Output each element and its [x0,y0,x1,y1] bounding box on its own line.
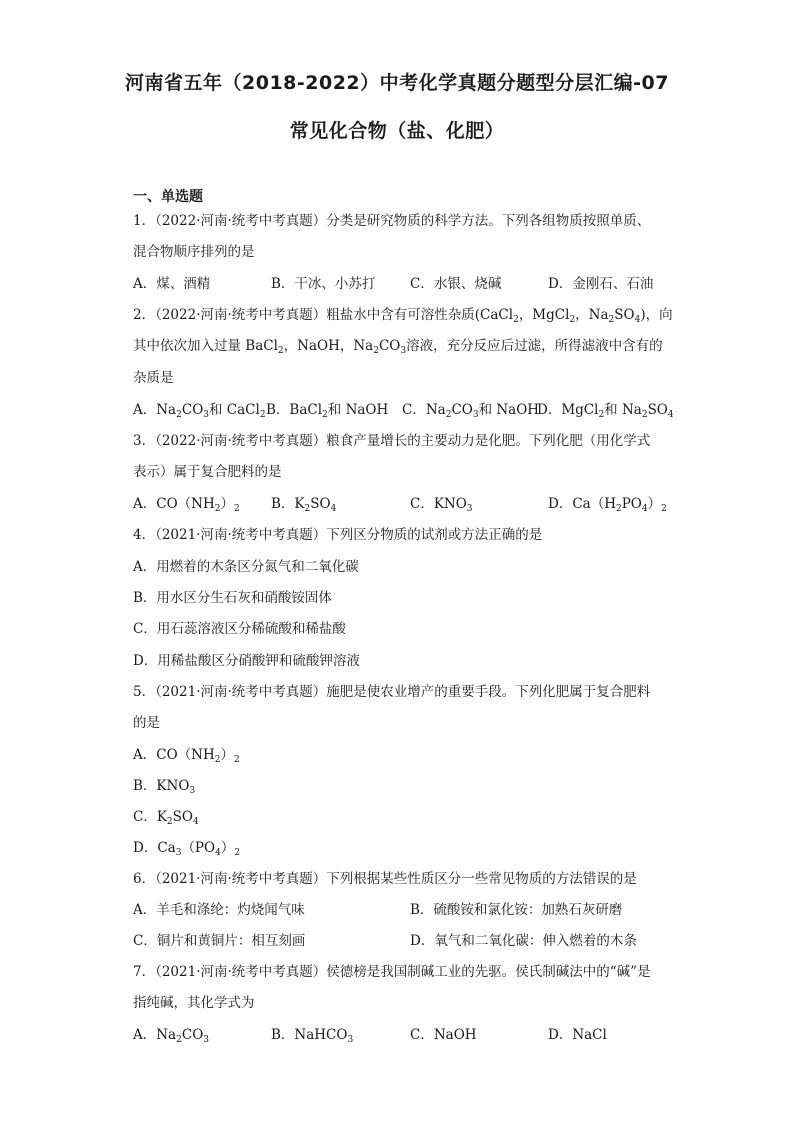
q4-option-c: C．用石蕊溶液区分稀硫酸和稀盐酸 [133,621,346,637]
q3-option-d: D．$Ca(H_2PO_4)_2$ [548,496,667,514]
q3-option-b: B．$K_2SO_4$ [271,496,337,514]
q1-option-b: B．干冰、小苏打 [271,276,376,292]
q3-option-c: C．$KNO_3$ [410,496,473,514]
q2-option-b: B．BaCl$_2$和 NaOH [266,402,389,420]
q5-option-a: A．$CO(NH_2)_2$ [133,747,240,765]
q5-option-b: B．$KNO_3$ [133,778,196,796]
q6-option-b: B．硫酸铵和氯化铵：加熟石灰研磨 [410,902,623,918]
q1-option-c: C．水银、烧碱 [410,276,502,292]
q7-option-b: B．NaHCO$_3$ [271,1027,354,1045]
q5-option-c: C．$K_2SO_4$ [133,809,199,827]
q2-option-a: A．$Na_2CO_3$和 CaCl$_2$ [133,402,266,420]
q4-option-d: D．用稀盐酸区分硝酸钾和硫酸钾溶液 [133,653,360,669]
q3-option-a: A．$CO(NH_2)_2$ [133,496,240,514]
q7-option-a: A．$Na_2CO_3$ [133,1027,209,1045]
q7-stem-line2: 指纯碱，其化学式为 [133,995,255,1011]
q5-stem-line2: 的是 [133,715,160,731]
q4-option-a: A．用燃着的木条区分氮气和二氧化碳 [133,559,359,575]
q5-option-d: D．$Ca_3(PO_4)_2$ [133,840,241,858]
q7-option-c: C．NaOH [410,1027,477,1043]
q6-option-d: D．氧气和二氧化碳：伸入燃着的木条 [410,933,637,949]
q2-option-d: D．MgCl$_2$和 $Na_2SO_4$ [537,402,674,420]
document-title-line1: 河南省五年（2018-2022）中考化学真题分题型分层汇编-07 [125,72,669,94]
q1-option-d: D．金刚石、石油 [548,276,654,292]
q2-option-c: C．$Na_2CO_3$和 NaOH [402,402,540,420]
document-title-line2: 常见化合物（盐、化肥） [289,120,505,142]
section-heading: 一、单选题 [133,189,203,205]
q2-stem-line1: 2．（2022·河南·统考中考真题）粗盐水中含有可溶性杂质(CaCl$_2$，MgCl$_2$，$Na_2SO_4$)，向 [133,307,673,325]
q1-stem-line1: 1．（2022·河南·统考中考真题）分类是研究物质的科学方法。下列各组物质按照单质、 [133,213,651,229]
q4-option-b: B．用水区分生石灰和硝酸铵固体 [133,590,332,606]
q2-stem-line2: 其中依次加入过量 BaCl$_2$，NaOH，$Na_2CO_3$溶液，充分反应后过滤，所得滤液中含有的 [133,338,663,356]
q3-stem-line1: 3．（2022·河南·统考中考真题）粮食产量增长的主要动力是化肥。下列化肥（用化学式 [133,433,651,449]
q7-option-d: D．NaCl [548,1027,607,1043]
q6-stem-line1: 6．（2021·河南·统考中考真题）下列根据某些性质区分一些常见物质的方法错误的是 [133,871,637,887]
q4-stem-line1: 4．（2021·河南·统考中考真题）下列区分物质的试剂或方法正确的是 [133,527,543,543]
q2-stem-line3: 杂质是 [133,370,174,386]
q6-option-c: C．铜片和黄铜片：相互刻画 [133,933,306,949]
q1-option-a: A．煤、酒精 [133,276,211,292]
q7-stem-line1: 7．（2021·河南·统考中考真题）侯德榜是我国制碱工业的先驱。侯氏制碱法中的“碱”是 [133,964,651,980]
q3-stem-line2: 表示）属于复合肥料的是 [133,464,282,480]
q5-stem-line1: 5．（2021·河南·统考中考真题）施肥是使农业增产的重要手段。下列化肥属于复合肥料 [133,684,651,700]
q6-option-a: A．羊毛和涤纶：灼烧闻气味 [133,902,305,918]
q1-stem-line2: 混合物顺序排列的是 [133,244,255,260]
